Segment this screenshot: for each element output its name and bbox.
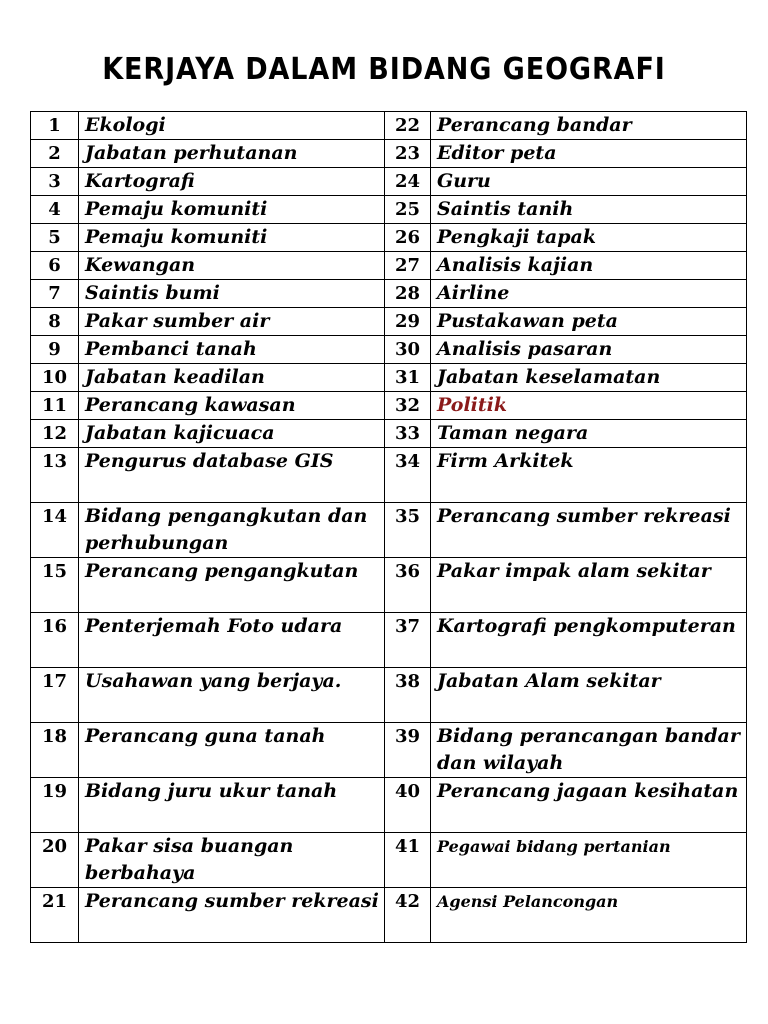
row-number-right: 41: [385, 833, 431, 888]
table-row: [31, 168, 747, 196]
row-number-right: 31: [385, 364, 431, 392]
career-name-right: Pegawai bidang pertanian: [431, 833, 747, 888]
row-number-left: 8: [31, 308, 79, 336]
careers-table: [30, 111, 747, 943]
row-number-left: 15: [31, 558, 79, 613]
row-number-left: 18: [31, 723, 79, 778]
row-number-left: 6: [31, 252, 79, 280]
page-title: KERJAYA DALAM BIDANG GEOGRAFI: [102, 52, 666, 87]
row-number-right: 35: [385, 503, 431, 558]
career-name-left: Pemaju komuniti: [79, 224, 385, 252]
row-number-left: 3: [31, 168, 79, 196]
career-name-right: Pengkaji tapak: [431, 224, 747, 252]
table-row: [31, 280, 747, 308]
career-name-left: Pakar sumber air: [79, 308, 385, 336]
row-number-right: 37: [385, 613, 431, 668]
row-number-left: 7: [31, 280, 79, 308]
career-name-left: Jabatan kajicuaca: [79, 420, 385, 448]
career-name-right: Perancang bandar: [431, 112, 747, 140]
table-row: [31, 778, 747, 833]
career-name-left: Perancang pengangkutan: [79, 558, 385, 613]
row-number-right: 26: [385, 224, 431, 252]
row-number-left: 4: [31, 196, 79, 224]
row-number-left: 20: [31, 833, 79, 888]
table-row: [31, 392, 747, 420]
table-row: [31, 224, 747, 252]
career-name-left: Bidang pengangkutan dan perhubungan: [79, 503, 385, 558]
table-row: [31, 112, 747, 140]
table-row: [31, 668, 747, 723]
table-row: [31, 888, 747, 943]
row-number-right: 39: [385, 723, 431, 778]
career-name-right: Taman negara: [431, 420, 747, 448]
career-name-left: Pembanci tanah: [79, 336, 385, 364]
careers-table-body: [31, 112, 747, 943]
row-number-left: 14: [31, 503, 79, 558]
career-name-right: Analisis pasaran: [431, 336, 747, 364]
row-number-left: 12: [31, 420, 79, 448]
career-name-right: Guru: [431, 168, 747, 196]
career-name-left: Kartografi: [79, 168, 385, 196]
row-number-right: 22: [385, 112, 431, 140]
career-name-right: Perancang sumber rekreasi: [431, 503, 747, 558]
table-row: [31, 252, 747, 280]
table-row: [31, 364, 747, 392]
table-row: [31, 420, 747, 448]
row-number-left: 1: [31, 112, 79, 140]
table-row: [31, 448, 747, 503]
row-number-right: 36: [385, 558, 431, 613]
career-name-right: Perancang jagaan kesihatan: [431, 778, 747, 833]
table-row: [31, 336, 747, 364]
table-row: [31, 723, 747, 778]
career-name-left: Pemaju komuniti: [79, 196, 385, 224]
table-row: [31, 558, 747, 613]
career-name-left: Perancang guna tanah: [79, 723, 385, 778]
career-name-left: Perancang sumber rekreasi: [79, 888, 385, 943]
career-name-left: Perancang kawasan: [79, 392, 385, 420]
table-row: [31, 833, 747, 888]
career-name-left: Ekologi: [79, 112, 385, 140]
table-row: [31, 140, 747, 168]
career-name-left: Jabatan perhutanan: [79, 140, 385, 168]
row-number-left: 11: [31, 392, 79, 420]
row-number-right: 34: [385, 448, 431, 503]
career-name-right: Jabatan keselamatan: [431, 364, 747, 392]
career-name-right: Bidang perancangan bandar dan wilayah: [431, 723, 747, 778]
row-number-left: 10: [31, 364, 79, 392]
career-name-right: Firm Arkitek: [431, 448, 747, 503]
career-name-left: Pakar sisa buangan berbahaya: [79, 833, 385, 888]
row-number-left: 9: [31, 336, 79, 364]
career-name-right: Pustakawan peta: [431, 308, 747, 336]
table-row: [31, 196, 747, 224]
row-number-left: 17: [31, 668, 79, 723]
row-number-left: 16: [31, 613, 79, 668]
row-number-right: 40: [385, 778, 431, 833]
row-number-left: 2: [31, 140, 79, 168]
row-number-right: 33: [385, 420, 431, 448]
career-name-right: Saintis tanih: [431, 196, 747, 224]
row-number-right: 30: [385, 336, 431, 364]
career-name-right: Jabatan Alam sekitar: [431, 668, 747, 723]
career-name-right: Analisis kajian: [431, 252, 747, 280]
career-name-left: Kewangan: [79, 252, 385, 280]
row-number-right: 38: [385, 668, 431, 723]
row-number-right: 32: [385, 392, 431, 420]
career-name-right: Agensi Pelancongan: [431, 888, 747, 943]
row-number-left: 19: [31, 778, 79, 833]
table-row: [31, 613, 747, 668]
row-number-right: 29: [385, 308, 431, 336]
row-number-right: 23: [385, 140, 431, 168]
career-name-right: Pakar impak alam sekitar: [431, 558, 747, 613]
row-number-right: 25: [385, 196, 431, 224]
row-number-right: 27: [385, 252, 431, 280]
career-name-right: Politik: [431, 392, 747, 420]
career-name-right: Airline: [431, 280, 747, 308]
row-number-right: 28: [385, 280, 431, 308]
career-name-left: Usahawan yang berjaya.: [79, 668, 385, 723]
row-number-right: 42: [385, 888, 431, 943]
row-number-left: 5: [31, 224, 79, 252]
table-row: [31, 308, 747, 336]
row-number-left: 21: [31, 888, 79, 943]
row-number-left: 13: [31, 448, 79, 503]
career-name-left: Saintis bumi: [79, 280, 385, 308]
career-name-left: Bidang juru ukur tanah: [79, 778, 385, 833]
table-row: [31, 503, 747, 558]
career-name-left: Pengurus database GIS: [79, 448, 385, 503]
career-name-left: Jabatan keadilan: [79, 364, 385, 392]
row-number-right: 24: [385, 168, 431, 196]
career-name-left: Penterjemah Foto udara: [79, 613, 385, 668]
career-name-right: Kartografi pengkomputeran: [431, 613, 747, 668]
career-name-right: Editor peta: [431, 140, 747, 168]
